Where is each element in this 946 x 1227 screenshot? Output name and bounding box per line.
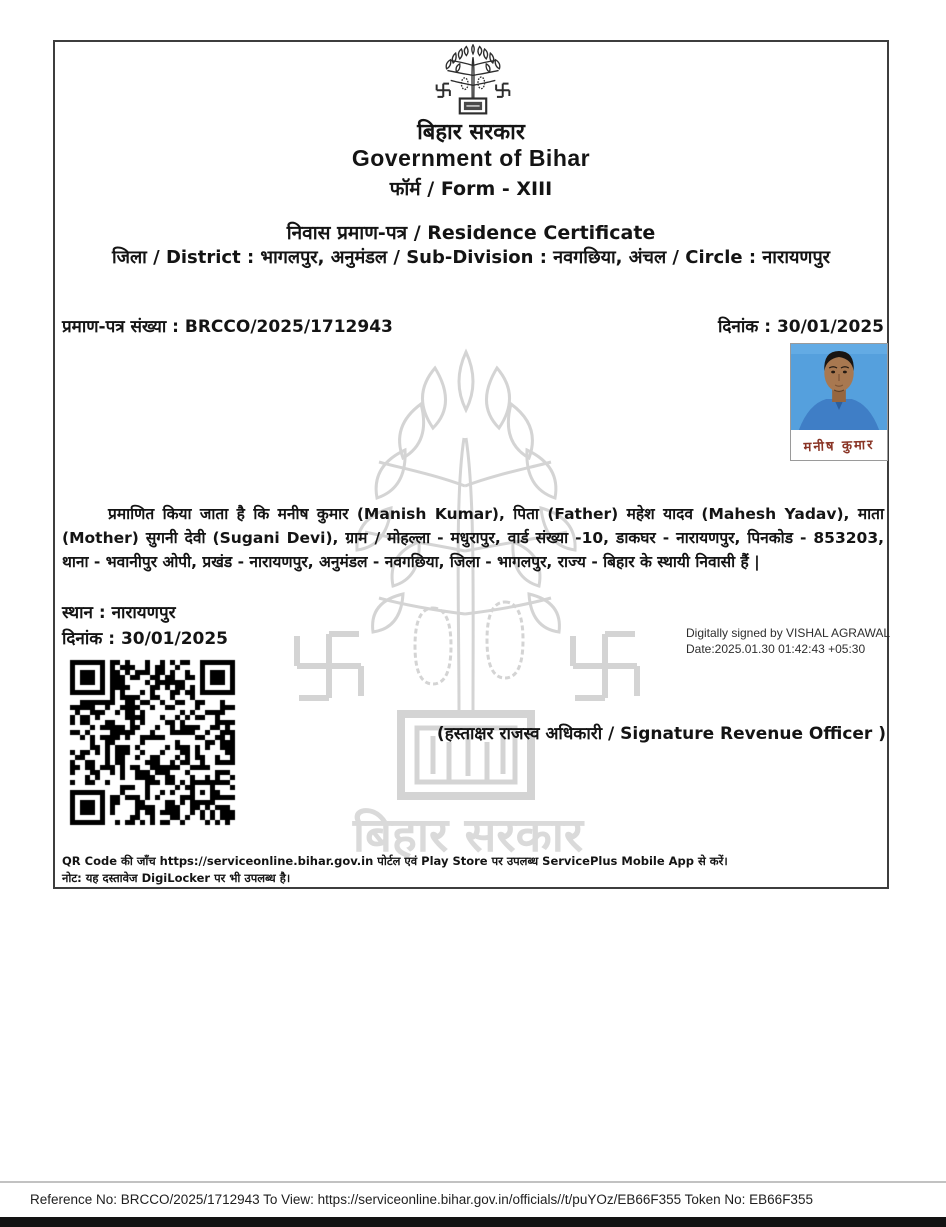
qr-code	[62, 652, 242, 832]
svg-text:बिहार सरकार: बिहार सरकार	[352, 808, 584, 861]
issue-date: दिनांक : 30/01/2025	[717, 317, 884, 337]
applicant-photo-box	[790, 343, 888, 461]
bihar-emblem-icon	[423, 44, 523, 120]
digilocker-note: नोट: यह दस्तावेज DigiLocker पर भी उपलब्ध है।	[62, 871, 291, 885]
revenue-officer-signature-line: (हस्ताक्षर राजस्व अधिकारी / Signature Revenue Officer )	[436, 724, 886, 744]
footer-divider	[0, 1181, 946, 1183]
applicant-photo	[791, 344, 887, 430]
footer-reference-line: Reference No: BRCCO/2025/1712943 To View: https://serviceonline.bihar.gov.in/officials//t/puYOz/EB66F355 Token No: EB66F355	[30, 1192, 813, 1207]
form-number: फॉर्म / Form - XIII	[389, 178, 553, 200]
certificate-notes	[62, 853, 872, 887]
qr-code-canvas	[62, 652, 242, 832]
qr-verification-note: QR Code की जाँच https://serviceonline.bihar.gov.in पोर्टल एवं Play Store पर उपलब्ध ServicePlus Mobile App से करें।	[62, 854, 728, 868]
certificate-title: निवास प्रमाण-पत्र / Residence Certificate	[286, 222, 656, 244]
digital-signature-signer: Digitally signed by VISHAL AGRAWAL	[686, 626, 891, 640]
photo-handwritten-signature: मनीष कुमार	[803, 437, 875, 456]
digital-signature-block	[686, 625, 890, 657]
org-name-hindi: बिहार सरकार	[417, 120, 525, 145]
place-line: स्थान : नारायणपुर	[62, 603, 176, 623]
org-name-english: Government of Bihar	[351, 145, 591, 171]
certificate-meta-row	[62, 314, 884, 337]
district-subdivision-circle-line: जिला / District : भागलपुर, अनुमंडल / Sub-Division : नवगछिया, अंचल / Circle : नारायणपुर	[111, 247, 831, 268]
date-line: दिनांक : 30/01/2025	[62, 629, 229, 649]
certificate-number: प्रमाण-पत्र संख्या : BRCCO/2025/1712943	[62, 317, 393, 337]
footer-black-bar	[0, 1217, 946, 1227]
digital-signature-date: Date:2025.01.30 01:42:43 +05:30	[686, 642, 866, 656]
certificate-body-text: प्रमाणित किया जाता है कि मनीष कुमार (Manish Kumar), पिता (Father) महेश यादव (Mahesh Yadav), माता (Mother) सुगनी देवी (Sugani Devi), ग्राम / मोहल्ला - मधुरापुर, वार्ड संख्या -10, डाकघर - नारायणपुर, पिनकोड - 853203, थाना - भवानीपुर ओपी, प्रखंड - नारायणपुर, अनुमंडल - नवगछिया, जिला - भागलपुर, राज्य - बिहार के स्थायी निवासी हैं |	[62, 505, 884, 571]
